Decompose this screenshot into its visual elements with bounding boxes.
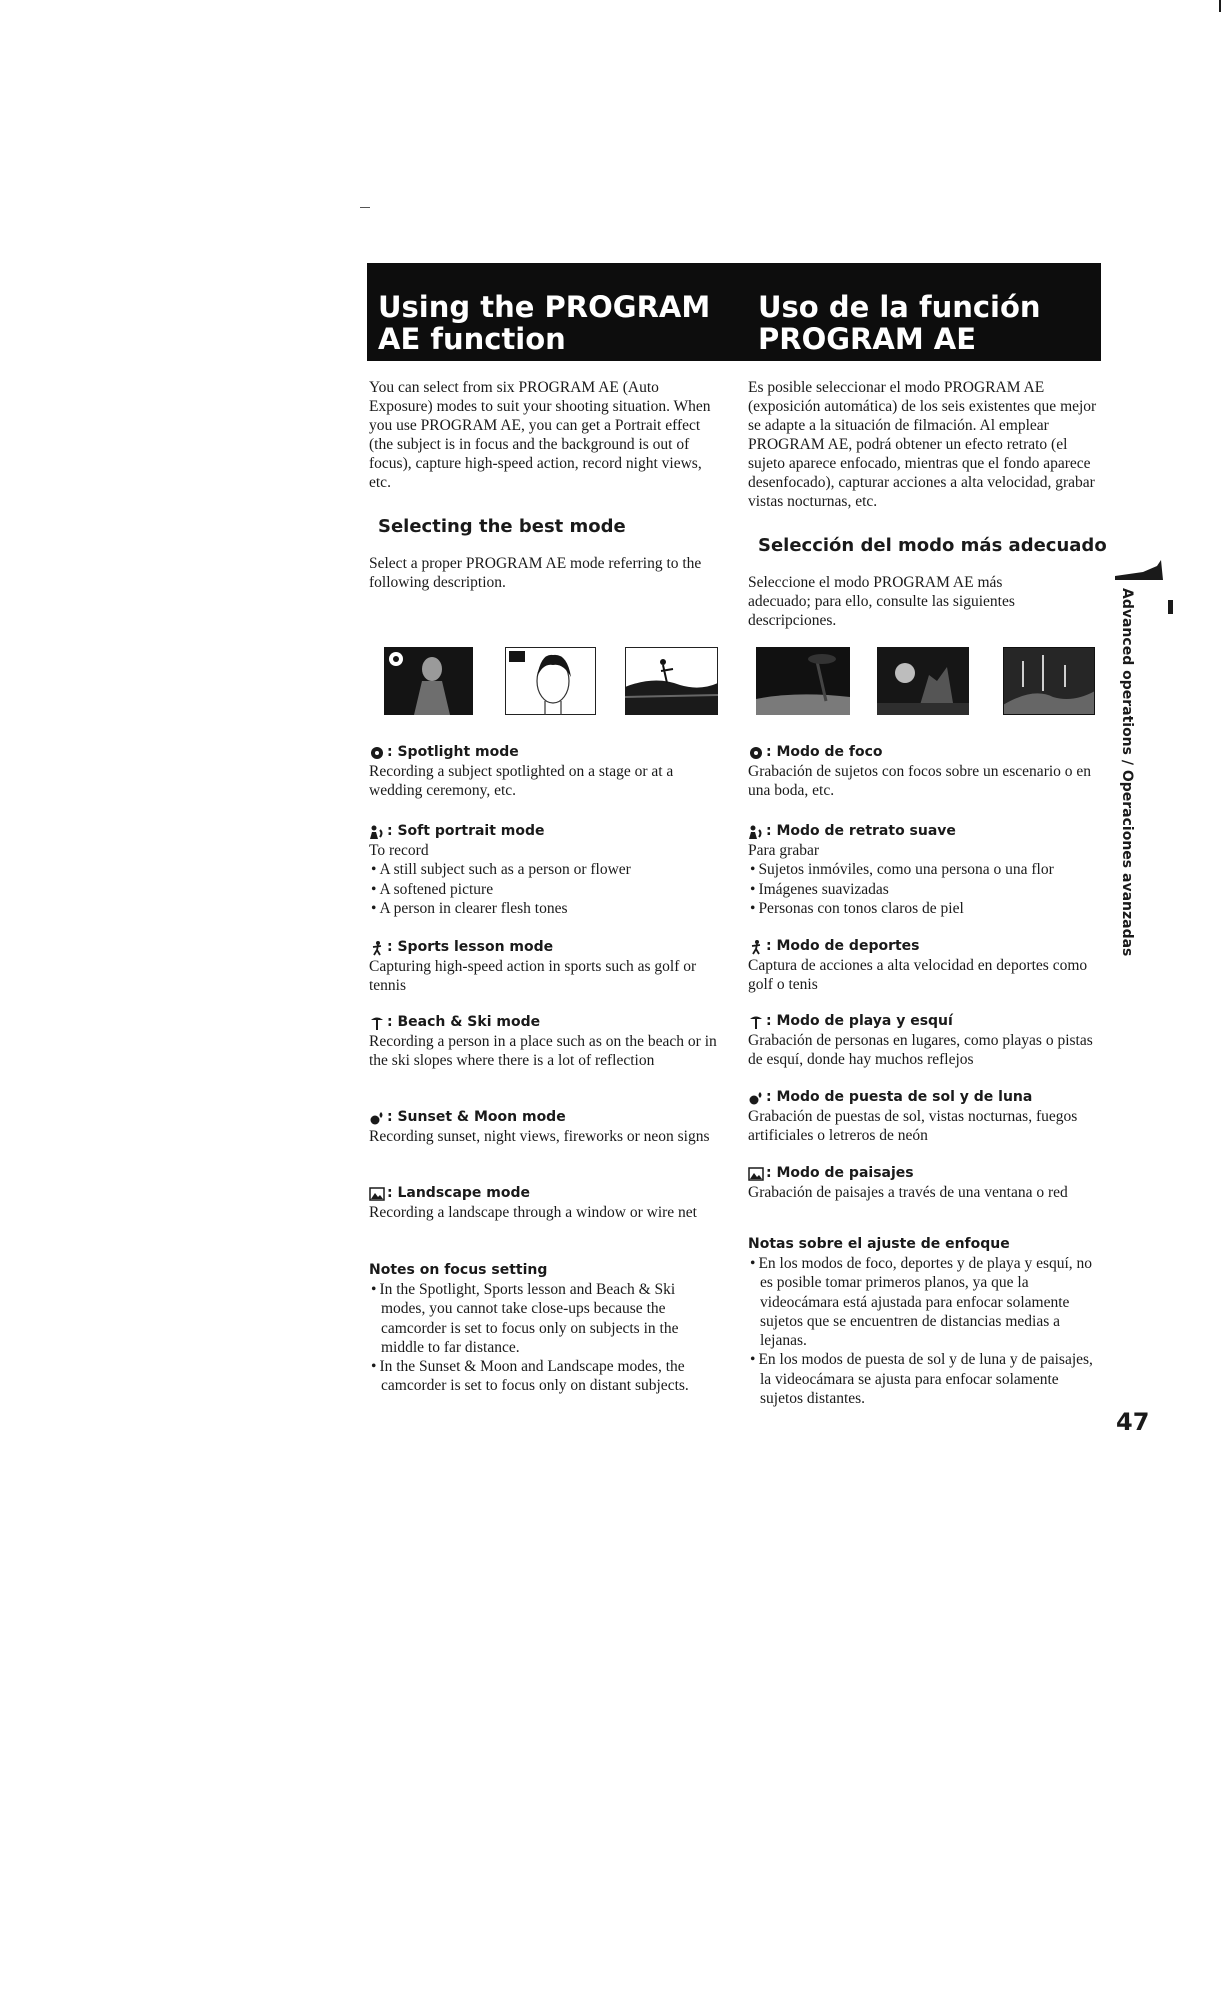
soft-portrait-mode-photo [505,647,596,715]
selecting-text-spanish: Seleccione el modo PROGRAM AE más adecuado; para ello, consulte las siguientes descripciones. [748,574,1015,629]
intro-english: You can select from six PROGRAM AE (Auto Exposure) modes to suit your shooting situation. When you use PROGRAM AE, you can get a Portrait effect (the subject is in focus and the background is out of focus), capture high-speed action, record night views, etc. [369,379,711,491]
landscape-mode-photo [1003,647,1095,715]
mode-entry-landscape-english: : Landscape mode Recording a landscape through a window or wire net [369,1185,697,1221]
sunset-moon-icon [369,1110,385,1126]
mode-entry-soft-portrait-english: : Soft portrait mode To record • A still subject such as a person or flower • A softened picture • A person in clearer flesh tones [369,822,721,918]
list-item: • En los modos de foco, deportes y de playa y esquí, no es posible tomar primeros planos, ya que la videocámara está ajustada para enfocar solamente sujetos que se encuentren de distancias medias a lejanas. [748,1254,1100,1350]
spotlight-icon [369,745,385,761]
soft-portrait-icon [369,824,385,840]
sports-lesson-icon [369,940,385,956]
list-item: • A softened picture [369,880,721,899]
selecting-heading-english: Selecting the best mode [378,516,626,537]
crop-mark [1219,0,1221,12]
beach-ski-mode-photo [756,647,850,715]
soft-portrait-icon [748,824,764,840]
mode-entry-beach-ski-english: : Beach & Ski mode Recording a person in a place such as on the beach or in the ski slopes where there is a lot of reflection [369,1014,717,1070]
section-side-tab: Advanced operations / Operaciones avanzadas [1119,588,1135,957]
section-tab-marker-icon [1113,560,1165,582]
mode-entry-sunset-moon-english: : Sunset & Moon mode Recording sunset, night views, fireworks or neon signs [369,1109,710,1145]
mode-entry-beach-ski-spanish: : Modo de playa y esquí Grabación de personas en lugares, como playas o pistas de esquí, donde hay muchos reflejos [748,1013,1093,1069]
list-item: • Imágenes suavizadas [748,880,1100,899]
list-item: • A still subject such as a person or flower [369,860,721,879]
selecting-text-english: Select a proper PROGRAM AE mode referring to the following description. [369,555,702,591]
sunset-moon-icon [748,1090,764,1106]
page-title-spanish: Uso de la función PROGRAM AE [758,290,1041,356]
list-item: • In the Spotlight, Sports lesson and Beach & Ski modes, you cannot take close-ups because the camcorder is set to focus only on subjects in the middle to far distance. [369,1280,721,1357]
list-item: • En los modos de puesta de sol y de luna y de paisajes, la videocámara se ajusta para enfocar solamente sujetos distantes. [748,1350,1100,1408]
selecting-heading-spanish: Selección del modo más adecuado [758,535,1107,556]
spotlight-icon [748,745,764,761]
landscape-icon [748,1166,764,1182]
beach-ski-icon [369,1015,385,1031]
mode-entry-landscape-spanish: : Modo de paisajes Grabación de paisajes a través de una ventana o red [748,1165,1068,1201]
list-item: • Personas con tonos claros de piel [748,899,1100,918]
crop-mark [360,207,370,208]
mode-entry-sports-lesson-spanish: : Modo de deportes Captura de acciones a alta velocidad en deportes como golf o tenis [748,938,1088,994]
notes-heading: Notas sobre el ajuste de enfoque [748,1236,1010,1252]
section-tab-mark [1168,600,1173,614]
notes-spanish [748,1234,1100,1408]
mode-entry-sunset-moon-spanish: : Modo de puesta de sol y de luna Grabación de puestas de sol, vistas nocturnas, fuegos artificiales o letreros de neón [748,1089,1078,1145]
mode-entry-spotlight-english: : Spotlight mode Recording a subject spotlighted on a stage or at a wedding ceremony, etc. [369,744,674,800]
mode-entry-sports-lesson-english: : Sports lesson mode Capturing high-speed action in sports such as golf or tennis [369,939,697,995]
sports-lesson-icon [748,939,764,955]
beach-ski-icon [748,1014,764,1030]
sunset-moon-mode-photo [877,647,969,715]
sports-lesson-mode-photo [625,647,718,715]
intro-spanish: Es posible seleccionar el modo PROGRAM AE (exposición automática) de los seis existentes que mejor se adapte a la situación de filmación. Al emplear PROGRAM AE, podrá obtener un efecto retrato (el sujeto aparece enfocado, mientras que el fondo aparece desenfocado), capturar acciones a alta velocidad, grabar vistas nocturnas, etc. [748,379,1097,510]
landscape-icon [369,1186,385,1202]
mode-entry-soft-portrait-spanish: : Modo de retrato suave Para grabar • Sujetos inmóviles, como una persona o una flor • Imágenes suavizadas • Personas con tonos claros de piel [748,822,1100,918]
mode-entry-spotlight-spanish: : Modo de foco Grabación de sujetos con focos sobre un escenario o en una boda, etc. [748,744,1092,800]
list-item: • In the Sunset & Moon and Landscape modes, the camcorder is set to focus only on distant subjects. [369,1357,721,1396]
list-item: • A person in clearer flesh tones [369,899,721,918]
page-number: 47 [1116,1408,1150,1436]
spotlight-mode-photo [384,647,473,715]
notes-heading: Notes on focus setting [369,1262,548,1278]
notes-english [369,1260,721,1396]
page-title-english: Using the PROGRAM AE function [378,290,711,356]
list-item: • Sujetos inmóviles, como una persona o una flor [748,860,1100,879]
